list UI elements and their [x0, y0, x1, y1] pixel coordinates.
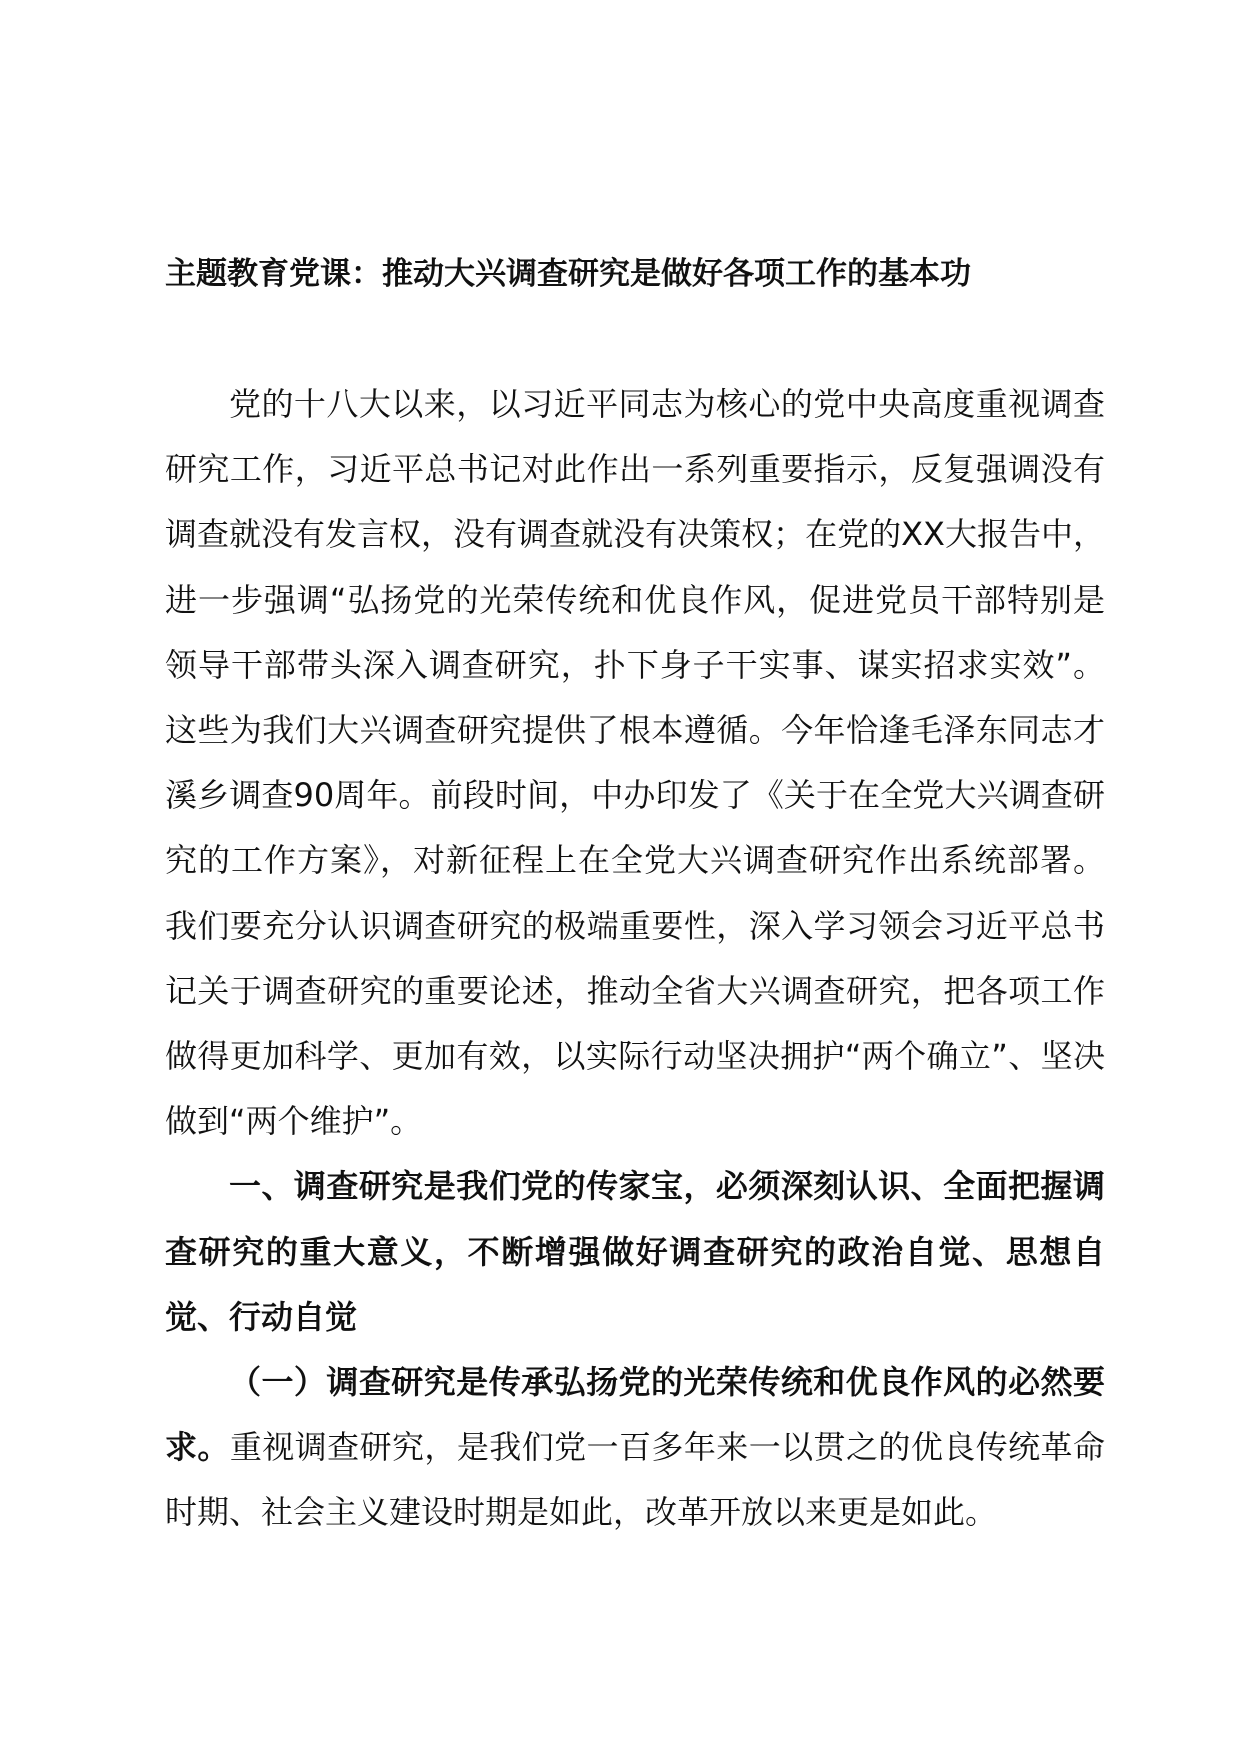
intro-paragraph: 党的十八大以来，以习近平同志为核心的党中央高度重视调查研究工作，习近平总书记对此作出一系列重要指示，反复强调没有调查就没有发言权，没有调查就没有决策权；在党的XX大报告中，进一步强调“弘扬党的光荣传统和优良作风，促进党员干部特别是领导干部带头深入调查研究，扑下身子干实事、谋实招求实效”。这些为我们大兴调查研究提供了根本遵循。今年恰逢毛泽东同志才溪乡调查90周年。前段时间，中办印发了《关于在全党大兴调查研究的工作方案》，对新征程上在全党大兴调查研究作出系统部署。我们要充分认识调查研究的极端重要性，深入学习领会习近平总书记关于调查研究的重要论述，推动全省大兴调查研究，把各项工作做得更加科学、更加有效，以实际行动坚决拥护“两个确立”、坚决做到“两个维护”。 [165, 385, 1105, 1141]
subsection-heading-1: （一）调查研究是传承弘扬党的光荣传统和优良作风的必然要求。 [165, 1363, 1105, 1467]
section-heading-1: 一、调查研究是我们党的传家宝，必须深刻认识、全面把握调查研究的重大意义，不断增强做好调查研究的政治自觉、思想自觉、行动自觉 [165, 1167, 1105, 1336]
subsection-paragraph-1 [165, 1350, 1105, 1546]
subsection-text-1: 重视调查研究，是我们党一百多年来一以贯之的优良传统革命时期、社会主义建设时期是如此，改革开放以来更是如此。 [165, 1428, 1105, 1532]
document-body [165, 372, 1105, 1546]
document-title: 主题教育党课：推动大兴调查研究是做好各项工作的基本功 [165, 256, 971, 292]
